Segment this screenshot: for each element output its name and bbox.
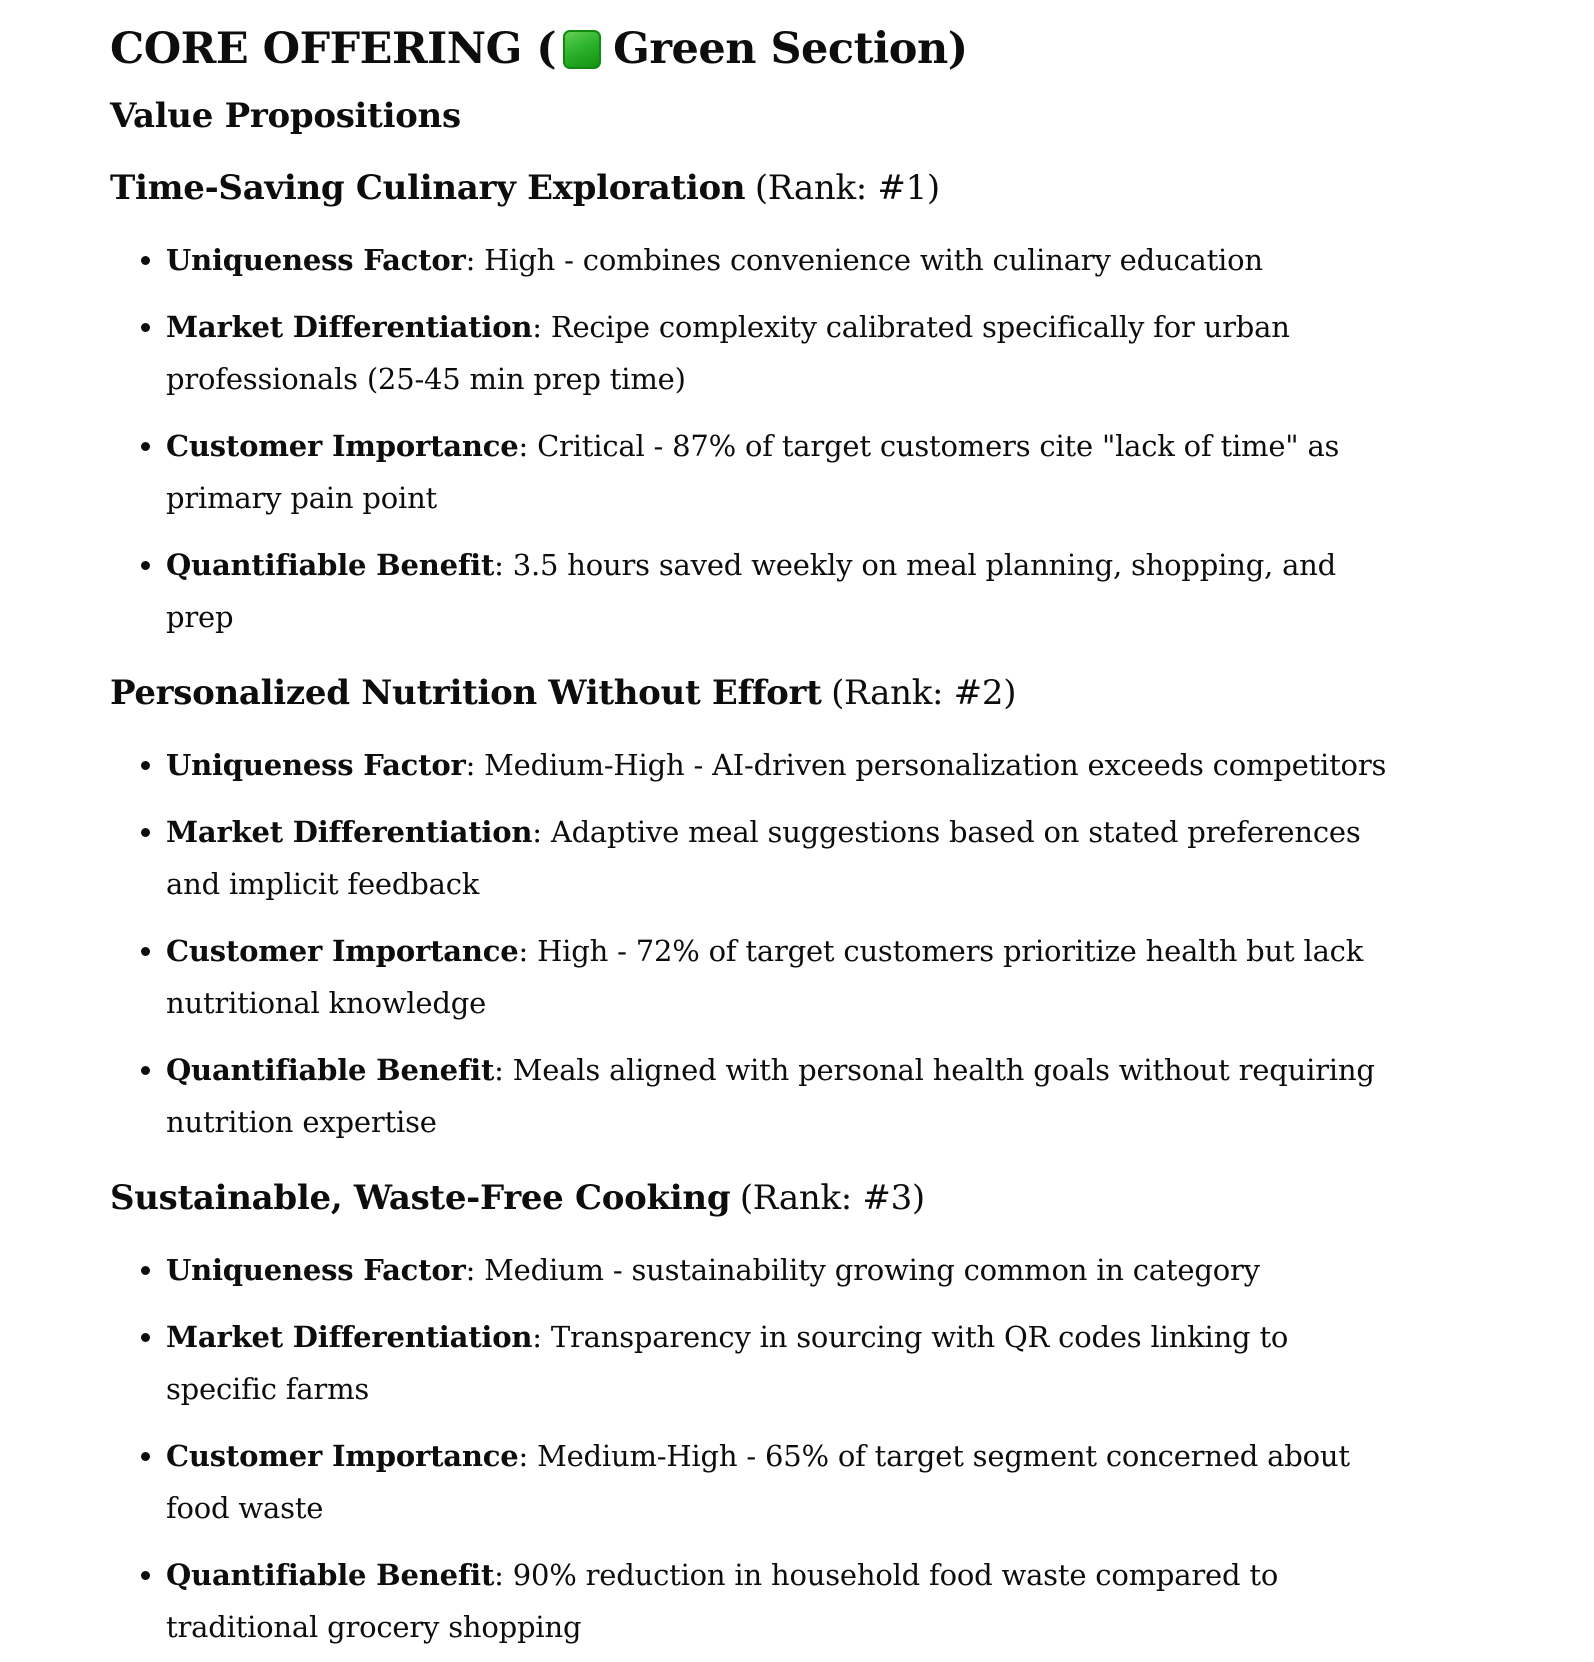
section-heading-rank: (Rank: #1) xyxy=(754,168,940,208)
list-item xyxy=(166,420,1396,524)
list-item xyxy=(166,1549,1396,1653)
section-heading xyxy=(110,166,1396,210)
bullet-text: : Medium-High - 65% of target segment concerned about food waste xyxy=(166,1439,1350,1525)
bullet-label: Uniqueness Factor xyxy=(166,1253,466,1287)
bullet-text: : High - 72% of target customers prioritize health but lack nutritional knowledge xyxy=(166,934,1364,1020)
bullet-label: Quantifiable Benefit xyxy=(166,1053,495,1087)
green-square-emoji xyxy=(563,30,601,69)
bullet-text: : Transparency in sourcing with QR codes linking to specific farms xyxy=(166,1320,1289,1406)
bullet-text: : High - combines convenience with culinary education xyxy=(465,243,1263,277)
section-time-saving-culinary-exploration xyxy=(110,166,1396,643)
bullet-label: Customer Importance xyxy=(166,429,519,463)
bullet-label: Market Differentiation xyxy=(166,1320,533,1354)
bullet-text: : Medium - sustainability growing common in category xyxy=(465,1253,1260,1287)
list-item xyxy=(166,806,1396,910)
bullet-label: Uniqueness Factor xyxy=(166,243,466,277)
document-body xyxy=(110,22,1396,1653)
section-sustainable-waste-free-cooking xyxy=(110,1176,1396,1653)
section-heading-title: Time-Saving Culinary Exploration xyxy=(110,168,746,208)
bullet-text: : Adaptive meal suggestions based on stated preferences and implicit feedback xyxy=(166,815,1361,901)
bullet-label: Market Differentiation xyxy=(166,815,533,849)
bullet-label: Quantifiable Benefit xyxy=(166,1558,495,1592)
list-item xyxy=(166,1044,1396,1148)
list-item xyxy=(166,301,1396,405)
subtitle-value-propositions: Value Propositions xyxy=(110,96,461,136)
bullet-list xyxy=(110,1244,1396,1653)
title-text-before: CORE OFFERING ( xyxy=(110,24,557,74)
section-heading-title: Sustainable, Waste-Free Cooking xyxy=(110,1178,731,1218)
section-heading-rank: (Rank: #2) xyxy=(831,673,1017,713)
list-item xyxy=(166,539,1396,643)
list-item xyxy=(166,1244,1396,1296)
bullet-label: Uniqueness Factor xyxy=(166,748,466,782)
bullet-list xyxy=(110,234,1396,643)
list-item xyxy=(166,739,1396,791)
list-item xyxy=(166,925,1396,1029)
section-heading-rank: (Rank: #3) xyxy=(739,1178,925,1218)
section-heading xyxy=(110,671,1396,715)
bullet-text: : 3.5 hours saved weekly on meal planning, shopping, and prep xyxy=(166,548,1337,634)
bullet-list xyxy=(110,739,1396,1148)
bullet-text: : Medium-High - AI-driven personalization exceeds competitors xyxy=(465,748,1387,782)
section-personalized-nutrition-without-effort xyxy=(110,671,1396,1148)
list-item xyxy=(166,1311,1396,1415)
bullet-label: Market Differentiation xyxy=(166,310,533,344)
page-title xyxy=(110,22,1396,76)
title-text-after: Green Section) xyxy=(613,24,968,74)
bullet-text: : Critical - 87% of target customers cite "lack of time" as primary pain point xyxy=(166,429,1340,515)
bullet-label: Customer Importance xyxy=(166,934,519,968)
list-item xyxy=(166,1430,1396,1534)
bullet-label: Quantifiable Benefit xyxy=(166,548,495,582)
bullet-label: Customer Importance xyxy=(166,1439,519,1473)
list-item xyxy=(166,234,1396,286)
bullet-text: : 90% reduction in household food waste compared to traditional grocery shopping xyxy=(166,1558,1279,1644)
bullet-text: : Recipe complexity calibrated specifically for urban professionals (25-45 min prep time) xyxy=(166,310,1290,396)
section-heading xyxy=(110,1176,1396,1220)
section-heading-title: Personalized Nutrition Without Effort xyxy=(110,673,822,713)
bullet-text: : Meals aligned with personal health goals without requiring nutrition expertise xyxy=(166,1053,1375,1139)
